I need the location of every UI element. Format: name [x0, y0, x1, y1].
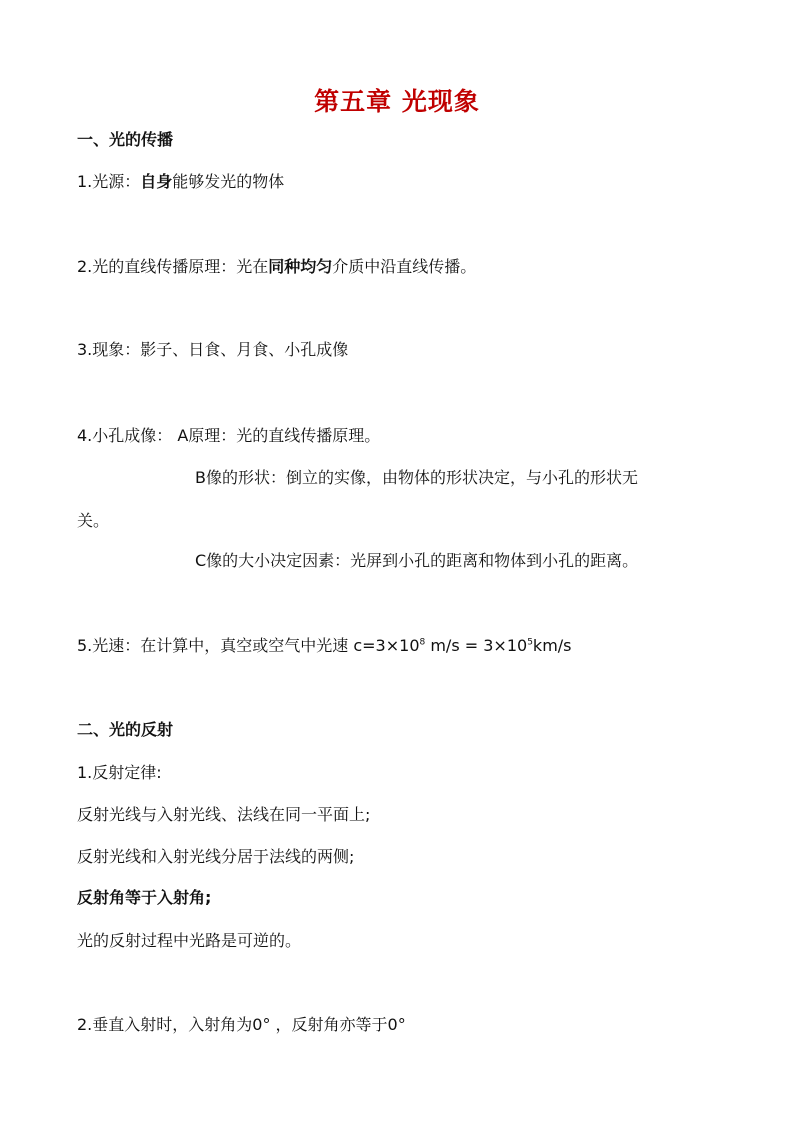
- item-straight-line-principle: [77, 257, 476, 277]
- law-equal-angles: 反射角等于入射角;: [77, 888, 212, 907]
- item-reflection-law: 1.反射定律:: [77, 763, 162, 782]
- section-heading-reflection: 二、光的反射: [77, 720, 174, 739]
- item-text: 5.光速：在计算中，真空或空气中光速 c=3×10: [77, 636, 420, 655]
- item-pinhole-principle: 4.小孔成像： A原理：光的直线传播原理。: [77, 426, 381, 445]
- law-reversible: 光的反射过程中光路是可逆的。: [77, 931, 302, 950]
- item-normal-incidence: 2.垂直入射时，入射角为0° ，反射角亦等于0°: [77, 1015, 406, 1034]
- exponent: 5: [527, 637, 533, 648]
- item-phenomena: 3.现象：影子、日食、月食、小孔成像: [77, 340, 349, 359]
- exponent: 8: [419, 637, 426, 648]
- item-pinhole-shape-cont: 关。: [77, 511, 110, 530]
- item-text: 1.光源：: [77, 172, 141, 191]
- item-text: 2.光的直线传播原理：光在: [77, 257, 269, 276]
- item-light-source: [77, 172, 284, 192]
- item-text: 能够发光的物体: [172, 172, 285, 191]
- item-light-speed: [77, 636, 572, 656]
- item-text: km/s: [532, 636, 572, 655]
- law-coplanar: 反射光线与入射光线、法线在同一平面上;: [77, 805, 371, 824]
- law-opposite-sides: 反射光线和入射光线分居于法线的两侧;: [77, 847, 355, 866]
- item-pinhole-shape: B像的形状：倒立的实像，由物体的形状决定，与小孔的形状无: [195, 468, 638, 487]
- chapter-title: 第五章 光现象: [314, 87, 480, 116]
- item-text: m/s = 3×10: [430, 636, 528, 655]
- emphasis-text: 同种均匀: [268, 257, 333, 276]
- emphasis-text: 自身: [140, 172, 173, 191]
- section-heading-propagation: 一、光的传播: [77, 130, 174, 149]
- item-pinhole-size: C像的大小决定因素：光屏到小孔的距离和物体到小孔的距离。: [195, 551, 639, 570]
- item-text: 介质中沿直线传播。: [332, 257, 477, 276]
